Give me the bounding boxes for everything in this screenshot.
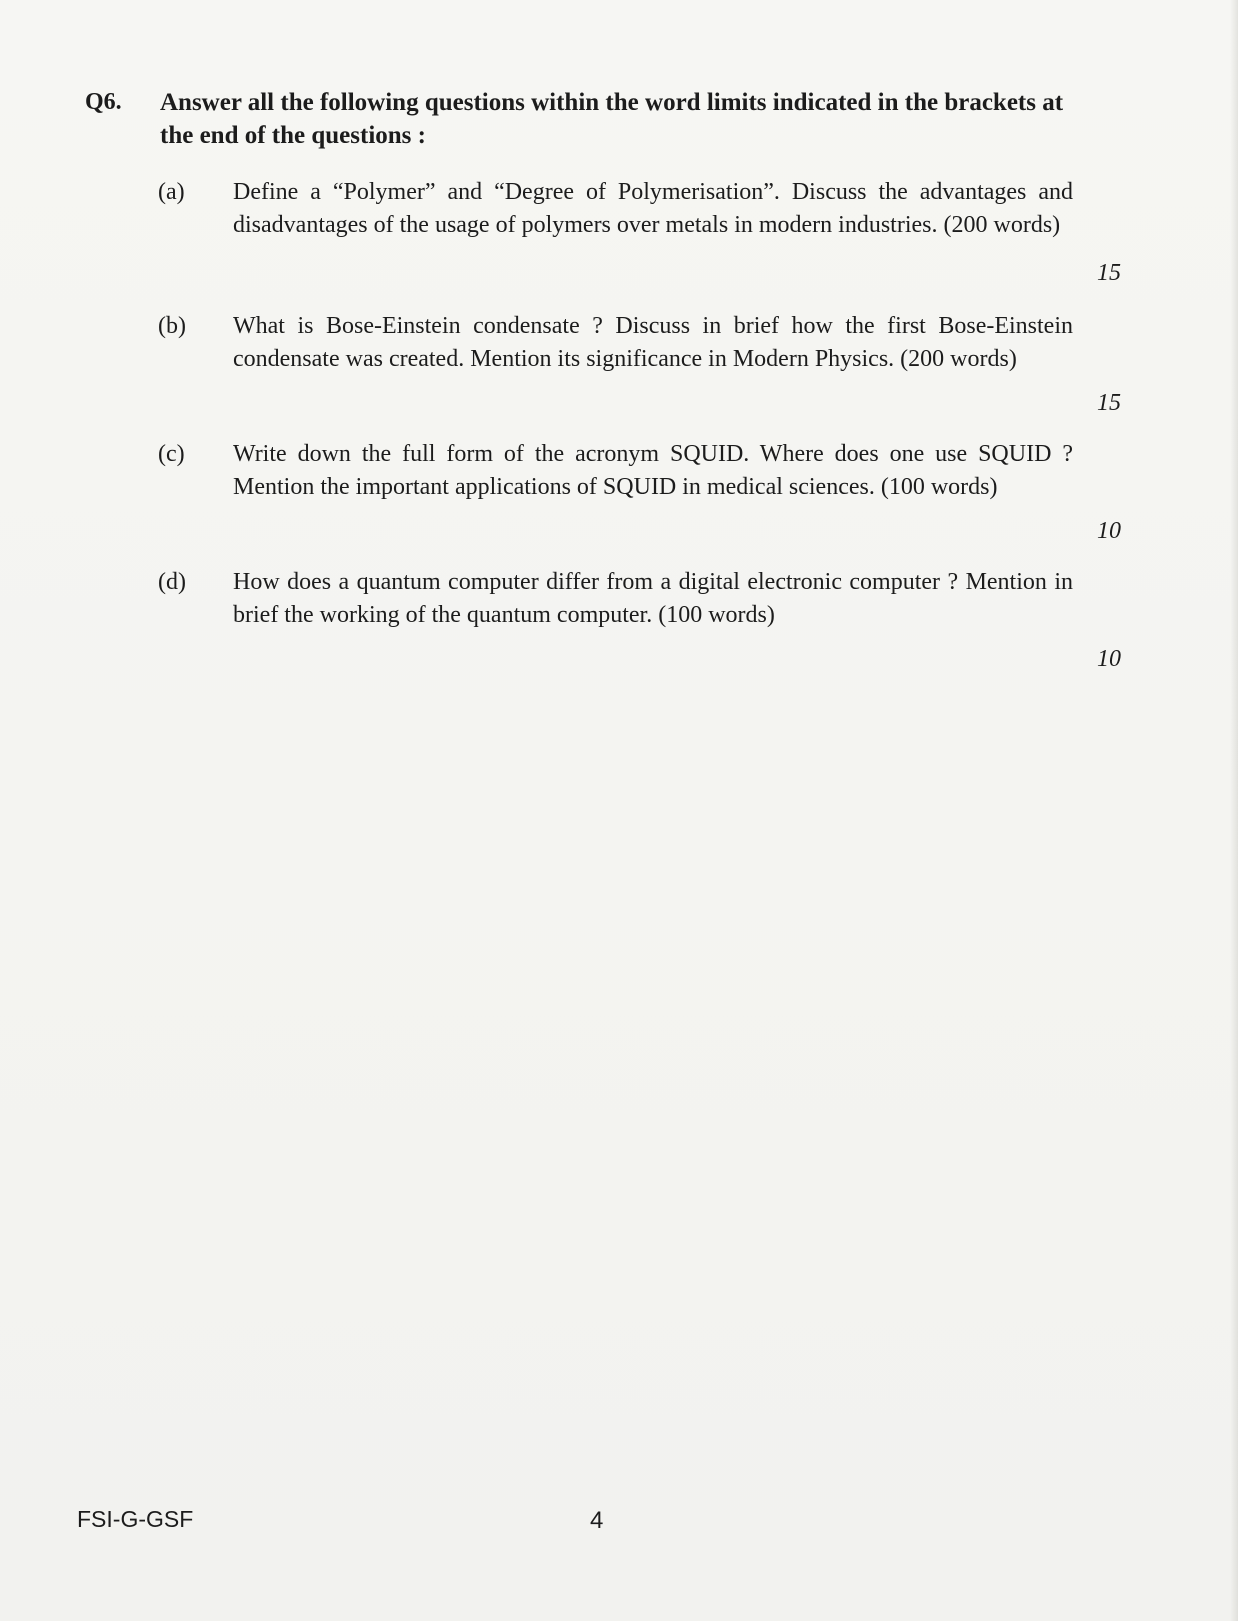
- question-instruction: Answer all the following questions within the word limits indicated in the brackets at the end of the questions :: [160, 89, 1064, 149]
- marks-label: 15: [1097, 390, 1121, 416]
- paper-code: FSI-G-GSF: [77, 1506, 194, 1532]
- sub-question-text: Define a “Polymer” and “Degree of Polymerisation”. Discuss the advantages and disadvantages of the usage of polymers over metals in modern industries. (200 words): [233, 179, 1073, 238]
- sub-question-text: Write down the full form of the acronym SQUID. Where does one use SQUID ? Mention the important applications of SQUID in medical sciences. (100 words): [233, 441, 1073, 500]
- marks-label: 15: [1097, 260, 1121, 286]
- page-number: 4: [590, 1507, 604, 1534]
- sub-question-label: (a): [158, 179, 185, 205]
- sub-question-label: (b): [158, 313, 186, 339]
- sub-question-text: What is Bose-Einstein condensate ? Discuss in brief how the first Bose-Einstein condensate was created. Mention its significance in Modern Physics. (200 words): [233, 313, 1073, 372]
- marks-label: 10: [1097, 518, 1121, 544]
- marks-label: 10: [1097, 646, 1121, 672]
- scan-edge-shadow: [1230, 0, 1238, 1621]
- question-number: Q6.: [85, 89, 122, 115]
- sub-question-text: How does a quantum computer differ from a digital electronic computer ? Mention in brief the working of the quantum computer. (100 words): [233, 569, 1073, 628]
- sub-question-label: (c): [158, 441, 185, 467]
- sub-question-label: (d): [158, 569, 186, 595]
